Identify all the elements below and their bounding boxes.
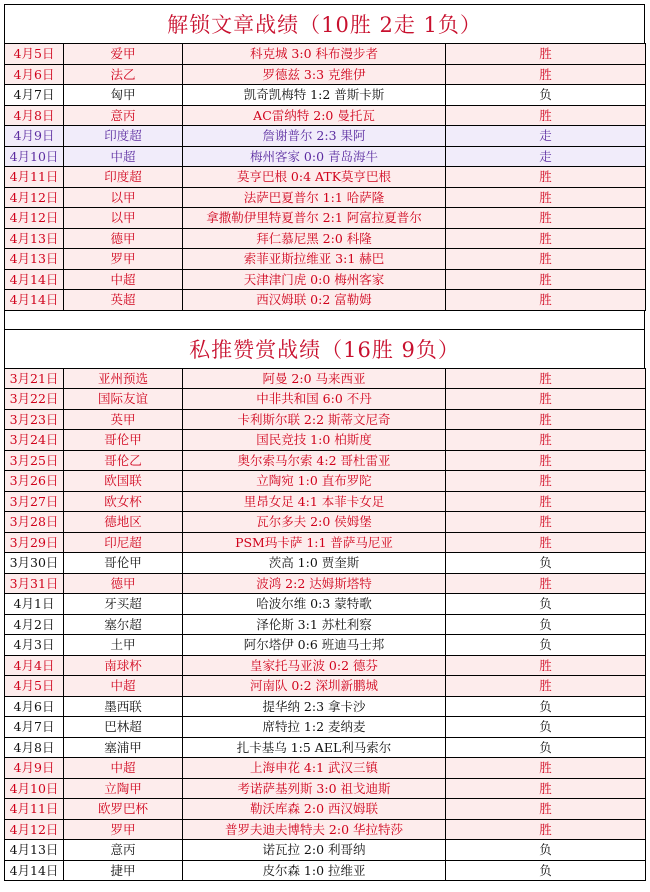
cell-league: 立陶甲 xyxy=(64,778,183,799)
cell-league: 塞尔超 xyxy=(64,614,183,635)
cell-match: 阿曼 2:0 马来西亚 xyxy=(183,368,446,389)
cell-result: 胜 xyxy=(446,676,646,697)
cell-match: 科克城 3:0 科布漫步者 xyxy=(183,44,446,65)
cell-league: 德地区 xyxy=(64,512,183,533)
cell-league: 匈甲 xyxy=(64,85,183,106)
table-row xyxy=(5,573,646,594)
cell-date: 4月11日 xyxy=(5,799,64,820)
cell-result: 胜 xyxy=(446,655,646,676)
cell-match: 哈波尔维 0:3 蒙特歌 xyxy=(183,594,446,615)
cell-date: 4月2日 xyxy=(5,614,64,635)
cell-league: 欧罗巴杯 xyxy=(64,799,183,820)
cell-league: 欧国联 xyxy=(64,471,183,492)
table-row xyxy=(5,778,646,799)
section1-table xyxy=(4,43,646,311)
cell-result: 负 xyxy=(446,594,646,615)
cell-match: 国民竞技 1:0 柏斯度 xyxy=(183,430,446,451)
table-row xyxy=(5,532,646,553)
cell-date: 3月24日 xyxy=(5,430,64,451)
cell-date: 4月12日 xyxy=(5,208,64,229)
cell-result: 胜 xyxy=(446,64,646,85)
table-row xyxy=(5,208,646,229)
cell-date: 4月12日 xyxy=(5,187,64,208)
cell-match: 索菲亚斯拉维亚 3:1 赫巴 xyxy=(183,249,446,270)
table-row xyxy=(5,228,646,249)
cell-league: 英超 xyxy=(64,290,183,311)
cell-result: 负 xyxy=(446,553,646,574)
cell-date: 4月1日 xyxy=(5,594,64,615)
cell-match: 考诺萨基列斯 3:0 祖戈迪斯 xyxy=(183,778,446,799)
cell-date: 4月9日 xyxy=(5,758,64,779)
table-row xyxy=(5,167,646,188)
table-row xyxy=(5,187,646,208)
cell-match: 法萨巴夏普尔 1:1 哈萨隆 xyxy=(183,187,446,208)
table-row xyxy=(5,85,646,106)
table-row xyxy=(5,126,646,147)
cell-date: 3月23日 xyxy=(5,409,64,430)
cell-league: 哥伦乙 xyxy=(64,450,183,471)
cell-league: 亚州预选 xyxy=(64,368,183,389)
cell-result: 负 xyxy=(446,614,646,635)
cell-date: 4月13日 xyxy=(5,840,64,861)
cell-date: 4月12日 xyxy=(5,819,64,840)
table-row xyxy=(5,717,646,738)
cell-result: 胜 xyxy=(446,187,646,208)
cell-league: 英甲 xyxy=(64,409,183,430)
cell-result: 负 xyxy=(446,696,646,717)
table-row xyxy=(5,819,646,840)
cell-result: 胜 xyxy=(446,208,646,229)
cell-result: 胜 xyxy=(446,269,646,290)
cell-league: 中超 xyxy=(64,146,183,167)
cell-match: 中非共和国 6:0 不丹 xyxy=(183,389,446,410)
cell-league: 土甲 xyxy=(64,635,183,656)
table-row xyxy=(5,737,646,758)
table-row xyxy=(5,696,646,717)
cell-match: 勒沃库森 2:0 西汉姆联 xyxy=(183,799,446,820)
cell-date: 4月14日 xyxy=(5,860,64,881)
cell-league: 印度超 xyxy=(64,126,183,147)
cell-result: 胜 xyxy=(446,573,646,594)
cell-league: 巴林超 xyxy=(64,717,183,738)
cell-league: 哥伦甲 xyxy=(64,553,183,574)
cell-result: 胜 xyxy=(446,512,646,533)
cell-league: 法乙 xyxy=(64,64,183,85)
cell-league: 意丙 xyxy=(64,105,183,126)
cell-league: 中超 xyxy=(64,676,183,697)
table-row xyxy=(5,512,646,533)
table-row xyxy=(5,635,646,656)
cell-match: 上海申花 4:1 武汉三镇 xyxy=(183,758,446,779)
table-row xyxy=(5,491,646,512)
table-row xyxy=(5,430,646,451)
cell-match: 立陶宛 1:0 直布罗陀 xyxy=(183,471,446,492)
cell-match: 扎卡基乌 1:5 AEL利马索尔 xyxy=(183,737,446,758)
cell-league: 牙买超 xyxy=(64,594,183,615)
table-row xyxy=(5,64,646,85)
cell-match: 普罗夫迪夫博特夫 2:0 华拉特莎 xyxy=(183,819,446,840)
cell-date: 3月21日 xyxy=(5,368,64,389)
cell-date: 4月13日 xyxy=(5,228,64,249)
cell-result: 负 xyxy=(446,737,646,758)
table-row xyxy=(5,105,646,126)
cell-match: 泽伦斯 3:1 苏杜利察 xyxy=(183,614,446,635)
cell-league: 罗甲 xyxy=(64,249,183,270)
cell-result: 胜 xyxy=(446,105,646,126)
table-row xyxy=(5,368,646,389)
cell-match: 西汉姆联 0:2 富勒姆 xyxy=(183,290,446,311)
cell-date: 4月14日 xyxy=(5,290,64,311)
cell-match: 凯奇凯梅特 1:2 普斯卡斯 xyxy=(183,85,446,106)
cell-result: 胜 xyxy=(446,471,646,492)
cell-date: 4月5日 xyxy=(5,676,64,697)
cell-date: 4月13日 xyxy=(5,249,64,270)
table-row xyxy=(5,269,646,290)
cell-result: 胜 xyxy=(446,799,646,820)
cell-league: 以甲 xyxy=(64,187,183,208)
cell-result: 胜 xyxy=(446,389,646,410)
table-row xyxy=(5,471,646,492)
table-row xyxy=(5,249,646,270)
cell-match: 莫亨巴根 0:4 ATK莫亨巴根 xyxy=(183,167,446,188)
cell-match: 詹谢普尔 2:3 果阿 xyxy=(183,126,446,147)
cell-league: 中超 xyxy=(64,269,183,290)
cell-match: 皇家托马亚波 0:2 德芬 xyxy=(183,655,446,676)
cell-league: 欧女杯 xyxy=(64,491,183,512)
cell-league: 德甲 xyxy=(64,228,183,249)
cell-date: 4月7日 xyxy=(5,85,64,106)
cell-match: 罗德兹 3:3 克维伊 xyxy=(183,64,446,85)
cell-date: 4月8日 xyxy=(5,105,64,126)
cell-date: 3月29日 xyxy=(5,532,64,553)
cell-result: 胜 xyxy=(446,778,646,799)
cell-match: 河南队 0:2 深圳新鹏城 xyxy=(183,676,446,697)
cell-match: 里昂女足 4:1 本菲卡女足 xyxy=(183,491,446,512)
cell-match: 拿撒勒伊里特夏普尔 2:1 阿富拉夏普尔 xyxy=(183,208,446,229)
cell-date: 3月31日 xyxy=(5,573,64,594)
cell-date: 4月5日 xyxy=(5,44,64,65)
cell-result: 胜 xyxy=(446,290,646,311)
cell-league: 国际友谊 xyxy=(64,389,183,410)
table-row xyxy=(5,655,646,676)
cell-result: 胜 xyxy=(446,249,646,270)
cell-match: 席特拉 1:2 麦纳麦 xyxy=(183,717,446,738)
cell-result: 胜 xyxy=(446,758,646,779)
cell-date: 4月9日 xyxy=(5,126,64,147)
cell-league: 印尼超 xyxy=(64,532,183,553)
cell-result: 胜 xyxy=(446,44,646,65)
record-sheet xyxy=(4,4,645,881)
cell-league: 捷甲 xyxy=(64,860,183,881)
cell-result: 胜 xyxy=(446,409,646,430)
cell-result: 负 xyxy=(446,840,646,861)
cell-date: 4月11日 xyxy=(5,167,64,188)
cell-match: 皮尔森 1:0 拉维亚 xyxy=(183,860,446,881)
cell-result: 负 xyxy=(446,85,646,106)
cell-match: 提华纳 2:3 拿卡沙 xyxy=(183,696,446,717)
table-row xyxy=(5,146,646,167)
cell-league: 墨西联 xyxy=(64,696,183,717)
cell-match: 瓦尔多夫 2:0 侯姆堡 xyxy=(183,512,446,533)
cell-date: 4月6日 xyxy=(5,64,64,85)
cell-result: 负 xyxy=(446,717,646,738)
cell-result: 胜 xyxy=(446,167,646,188)
cell-date: 3月27日 xyxy=(5,491,64,512)
cell-result: 胜 xyxy=(446,228,646,249)
table-row xyxy=(5,389,646,410)
table-row xyxy=(5,409,646,430)
cell-league: 哥伦甲 xyxy=(64,430,183,451)
cell-date: 3月25日 xyxy=(5,450,64,471)
cell-match: PSM玛卡萨 1:1 普萨马尼亚 xyxy=(183,532,446,553)
cell-league: 罗甲 xyxy=(64,819,183,840)
cell-match: 卡利斯尔联 2:2 斯蒂文尼奇 xyxy=(183,409,446,430)
cell-date: 3月28日 xyxy=(5,512,64,533)
section2-table xyxy=(4,368,646,882)
table-row xyxy=(5,676,646,697)
cell-result: 胜 xyxy=(446,450,646,471)
cell-result: 负 xyxy=(446,635,646,656)
cell-date: 4月6日 xyxy=(5,696,64,717)
cell-result: 胜 xyxy=(446,532,646,553)
cell-league: 以甲 xyxy=(64,208,183,229)
section-spacer xyxy=(4,311,645,329)
cell-date: 4月3日 xyxy=(5,635,64,656)
cell-match: 天津津门虎 0:0 梅州客家 xyxy=(183,269,446,290)
cell-league: 中超 xyxy=(64,758,183,779)
table-row xyxy=(5,44,646,65)
cell-date: 4月14日 xyxy=(5,269,64,290)
table-row xyxy=(5,860,646,881)
table-row xyxy=(5,450,646,471)
cell-match: 奥尔索马尔索 4:2 哥杜雷亚 xyxy=(183,450,446,471)
cell-result: 走 xyxy=(446,126,646,147)
cell-league: 塞浦甲 xyxy=(64,737,183,758)
cell-date: 4月10日 xyxy=(5,146,64,167)
cell-match: 诺瓦拉 2:0 利哥纳 xyxy=(183,840,446,861)
cell-result: 胜 xyxy=(446,430,646,451)
table-row xyxy=(5,614,646,635)
cell-league: 德甲 xyxy=(64,573,183,594)
table-row xyxy=(5,799,646,820)
cell-match: 波鸿 2:2 达姆斯塔特 xyxy=(183,573,446,594)
table-row xyxy=(5,553,646,574)
table-row xyxy=(5,290,646,311)
cell-match: 阿尔塔伊 0:6 班迪马士邦 xyxy=(183,635,446,656)
cell-result: 胜 xyxy=(446,819,646,840)
cell-date: 4月8日 xyxy=(5,737,64,758)
cell-result: 负 xyxy=(446,860,646,881)
cell-date: 4月10日 xyxy=(5,778,64,799)
cell-league: 意丙 xyxy=(64,840,183,861)
cell-result: 走 xyxy=(446,146,646,167)
cell-date: 4月7日 xyxy=(5,717,64,738)
cell-match: 拜仁慕尼黑 2:0 科隆 xyxy=(183,228,446,249)
cell-match: AC雷纳特 2:0 曼托瓦 xyxy=(183,105,446,126)
cell-match: 梅州客家 0:0 青岛海牛 xyxy=(183,146,446,167)
table-row xyxy=(5,758,646,779)
cell-date: 3月22日 xyxy=(5,389,64,410)
cell-result: 胜 xyxy=(446,368,646,389)
section1-title: 解锁文章战绩（10胜 2走 1负） xyxy=(4,4,645,43)
cell-date: 4月4日 xyxy=(5,655,64,676)
table-row xyxy=(5,594,646,615)
cell-date: 3月26日 xyxy=(5,471,64,492)
cell-date: 3月30日 xyxy=(5,553,64,574)
cell-match: 茨高 1:0 贾奎斯 xyxy=(183,553,446,574)
cell-league: 爱甲 xyxy=(64,44,183,65)
cell-league: 南球杯 xyxy=(64,655,183,676)
cell-result: 胜 xyxy=(446,491,646,512)
section2-title: 私推赞赏战绩（16胜 9负） xyxy=(4,329,645,368)
cell-league: 印度超 xyxy=(64,167,183,188)
table-row xyxy=(5,840,646,861)
